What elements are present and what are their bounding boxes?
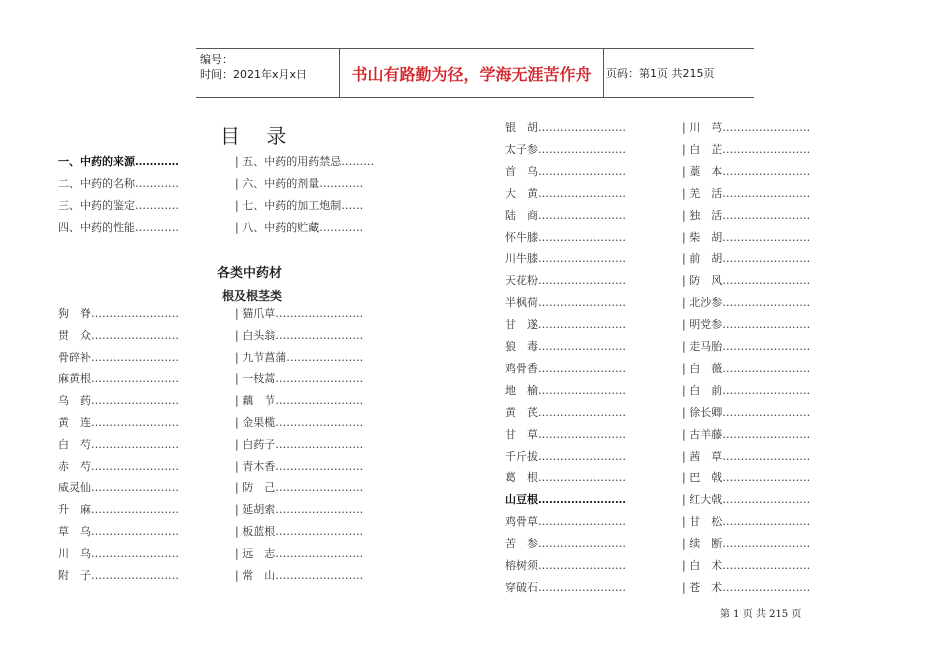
herb-entry[interactable]: | 九节菖蒲………………… (235, 350, 364, 364)
herb-entry[interactable]: | 藁 本…………………… (682, 164, 811, 178)
herb-entry[interactable]: | 防 风…………………… (682, 274, 811, 288)
herb-entry[interactable]: | 远 志…………………… (235, 546, 364, 560)
herb-entry[interactable]: 麻黄根…………………… (58, 372, 179, 386)
herb-entry[interactable]: 威灵仙…………………… (58, 481, 179, 495)
toc-item[interactable]: | 六、中药的剂量………… (235, 177, 364, 190)
herb-entry[interactable]: | 常 山…………………… (235, 568, 364, 582)
herb-entry[interactable]: 黄 芪…………………… (505, 405, 626, 419)
herb-entry[interactable]: | 白 薇…………………… (682, 361, 811, 375)
herb-entry[interactable]: | 白 术…………………… (682, 559, 811, 572)
header-info (200, 49, 336, 97)
number-label: 编号： (200, 53, 233, 66)
herb-entry[interactable]: | 藕 节…………………… (235, 394, 364, 408)
herb-entry[interactable]: 银 胡…………………… (505, 121, 626, 134)
herb-entry[interactable]: | 徐长卿…………………… (682, 405, 811, 419)
herb-entry[interactable]: 苦 参…………………… (505, 537, 626, 551)
toc-item[interactable]: 三、中药的鉴定………… (58, 199, 179, 212)
herb-entry[interactable]: 川 乌…………………… (58, 546, 179, 560)
herb-entry[interactable]: | 巴 戟…………………… (682, 471, 811, 485)
page-header (196, 48, 754, 98)
herb-entry[interactable]: 陆 商…………………… (505, 208, 626, 222)
herb-entry[interactable]: 草 乌…………………… (58, 525, 179, 538)
herb-entry[interactable]: | 板蓝根…………………… (235, 525, 364, 538)
herb-entry[interactable]: 黄 连…………………… (58, 416, 179, 429)
herb-entry[interactable]: | 猫爪草…………………… (235, 307, 364, 320)
herb-entry[interactable]: 骨碎补…………………… (58, 350, 179, 364)
herb-entry[interactable]: | 前 胡…………………… (682, 252, 811, 266)
header-motto-cell (339, 49, 604, 97)
herb-entry[interactable]: | 一枝蒿…………………… (235, 372, 364, 386)
herb-entry[interactable]: 乌 药…………………… (58, 394, 179, 408)
herb-entry[interactable]: 升 麻…………………… (58, 503, 179, 517)
herb-entry[interactable]: | 北沙参…………………… (682, 296, 811, 310)
herb-entry[interactable]: | 甘 松…………………… (682, 515, 811, 529)
section-title: 各类中药材 (217, 266, 283, 281)
toc-item[interactable]: | 五、中药的用药禁忌……… (235, 155, 375, 168)
herb-entry[interactable]: 鸡骨草…………………… (505, 515, 626, 529)
herb-entry[interactable]: 榕树须…………………… (505, 559, 626, 572)
herb-entry[interactable]: | 白 前…………………… (682, 383, 811, 397)
herb-entry[interactable]: | 白 芷…………………… (682, 142, 811, 156)
herb-entry[interactable]: 狼 毒…………………… (505, 340, 626, 353)
time-label: 时间：2021年x月x日 (200, 68, 308, 81)
toc-title: 目 录 (220, 124, 297, 148)
herb-entry[interactable]: 半枫荷…………………… (505, 296, 626, 310)
herb-entry[interactable]: | 防 己…………………… (235, 481, 364, 495)
herb-entry[interactable]: | 续 断…………………… (682, 537, 811, 551)
herb-entry[interactable]: 天花粉…………………… (505, 274, 626, 288)
page-footer: 第 1 页 共 215 页 (720, 609, 802, 620)
herb-entry[interactable]: | 白药子…………………… (235, 437, 364, 451)
herb-entry[interactable]: | 羌 活…………………… (682, 186, 811, 200)
herb-entry[interactable]: | 柴 胡…………………… (682, 230, 811, 244)
herb-entry[interactable]: 甘 遂…………………… (505, 318, 626, 332)
herb-entry[interactable]: 甘 草…………………… (505, 427, 626, 441)
herb-entry[interactable]: | 延胡索…………………… (235, 503, 364, 517)
herb-entry[interactable]: 附 子…………………… (58, 568, 179, 582)
herb-entry[interactable]: 千斤拔…………………… (505, 449, 626, 463)
toc-item[interactable]: 四、中药的性能………… (58, 221, 179, 234)
herb-entry[interactable]: 葛 根…………………… (505, 471, 626, 485)
herb-entry[interactable]: 首 乌…………………… (505, 164, 626, 178)
toc-item[interactable]: | 八、中药的贮藏………… (235, 221, 364, 234)
herb-entry[interactable]: 鸡骨香…………………… (505, 361, 626, 375)
herb-entry[interactable]: 赤 芍…………………… (58, 459, 179, 473)
herb-entry[interactable]: | 川 芎…………………… (682, 121, 811, 134)
herb-entry[interactable]: 太子参…………………… (505, 142, 626, 156)
herb-entry[interactable]: 穿破石…………………… (505, 580, 626, 594)
toc-item[interactable]: 一、中药的来源………… (58, 155, 179, 168)
herb-entry[interactable]: | 红大戟…………………… (682, 493, 811, 507)
herb-entry[interactable]: | 苍 术…………………… (682, 580, 811, 594)
herb-entry[interactable]: | 明党参…………………… (682, 318, 811, 332)
herb-entry[interactable]: | 茜 草…………………… (682, 449, 811, 463)
toc-item[interactable]: | 七、中药的加工炮制…… (235, 199, 364, 212)
herb-entry[interactable]: | 金果榄…………………… (235, 416, 364, 429)
herb-entry[interactable]: 川牛膝…………………… (505, 252, 626, 266)
toc-item[interactable]: 二、中药的名称………… (58, 177, 179, 190)
herb-entry[interactable]: | 古羊藤…………………… (682, 427, 811, 441)
herb-entry[interactable]: | 白头翁…………………… (235, 328, 364, 342)
herb-entry[interactable]: 贯 众…………………… (58, 328, 179, 342)
herb-entry[interactable]: 地 榆…………………… (505, 383, 626, 397)
page-code: 页码：第1页 共215页 (606, 66, 715, 80)
herb-entry[interactable]: 大 黄…………………… (505, 186, 626, 200)
herb-entry[interactable]: 山豆根…………………… (505, 493, 626, 507)
herb-entry[interactable]: 怀牛膝…………………… (505, 230, 626, 244)
subsection-title: 根及根茎类 (222, 289, 283, 303)
herb-entry[interactable]: | 独 活…………………… (682, 208, 811, 222)
herb-entry[interactable]: 狗 脊…………………… (58, 307, 179, 320)
header-page-cell (606, 49, 754, 97)
herb-entry[interactable]: | 走马胎…………………… (682, 340, 811, 353)
herb-entry[interactable]: 白 芍…………………… (58, 437, 179, 451)
motto-text: 书山有路勤为径，学海无涯苦作舟 (351, 64, 592, 84)
herb-entry[interactable]: | 青木香…………………… (235, 459, 364, 473)
